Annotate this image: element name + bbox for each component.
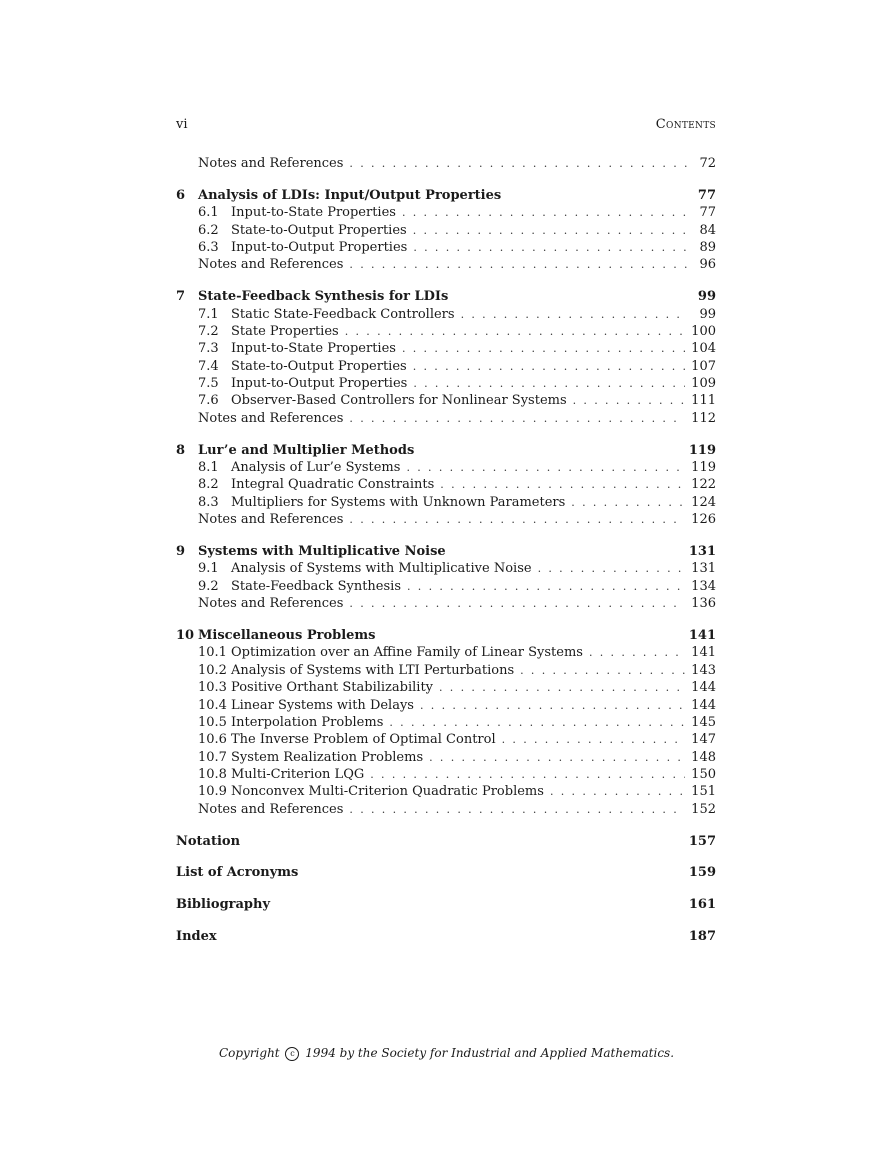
section-page: 77 [699, 205, 716, 221]
section-number: 8.3 [198, 494, 219, 510]
section-number: 10.2 [198, 662, 227, 678]
toc-section-entry[interactable] [176, 358, 716, 375]
section-number: 7.5 [198, 376, 219, 392]
section-title: State-to-Output Properties [231, 222, 407, 238]
section-title: Analysis of Lur’e Systems [231, 460, 401, 476]
section-page: 150 [691, 767, 716, 783]
section-title: Integral Quadratic Constraints [231, 477, 435, 493]
chapter-page: 131 [688, 543, 716, 559]
notes-page: 126 [691, 512, 716, 528]
toc-section-entry[interactable] [176, 766, 716, 783]
section-title: Input-to-Output Properties [231, 376, 408, 392]
chapter-page: 141 [688, 627, 716, 643]
dot-leader [440, 476, 685, 493]
section-title: Input-to-State Properties [231, 341, 396, 357]
section-number: 10.4 [198, 697, 227, 713]
notes-page: 112 [691, 410, 716, 426]
toc-section-entry[interactable] [176, 560, 716, 577]
section-number: 10.9 [198, 784, 227, 800]
copyright-prefix: Copyright [218, 1046, 280, 1060]
chapter-number: 6 [176, 187, 186, 203]
section-page: 131 [691, 561, 716, 577]
toc-notes-entry[interactable] [176, 410, 716, 427]
dot-leader [429, 749, 685, 766]
toc-section-entry[interactable] [176, 323, 716, 340]
dot-leader [402, 340, 685, 357]
section-title: Input-to-Output Properties [231, 239, 408, 255]
section-title: The Inverse Problem of Optimal Control [231, 732, 496, 748]
notes-title: Notes and References [198, 410, 344, 426]
toc-entry-page: 72 [699, 156, 716, 171]
section-title: State Properties [231, 323, 339, 339]
section-number: 6.2 [198, 222, 219, 238]
section-page: 134 [691, 578, 716, 594]
copyright-footer [0, 1044, 893, 1062]
toc-section-entry[interactable] [176, 714, 716, 731]
section-title: Analysis of Systems with Multiplicative Noise [231, 561, 532, 577]
dot-leader [407, 578, 685, 595]
section-title: Optimization over an Affine Family of Linear Systems [231, 645, 583, 661]
chapter-page: 99 [697, 289, 716, 305]
section-title: Analysis of Systems with LTI Perturbations [231, 662, 515, 678]
section-number: 10.6 [198, 732, 227, 748]
section-page: 100 [691, 323, 716, 339]
toc-notes-entry[interactable] [176, 256, 716, 273]
page-number: vi [176, 117, 188, 132]
dot-leader [520, 662, 685, 679]
backmatter-page: 161 [688, 897, 716, 913]
chapter-number: 8 [176, 442, 186, 458]
notes-title: Notes and References [198, 512, 344, 528]
toc-section-entry[interactable] [176, 749, 716, 766]
section-number: 9.2 [198, 578, 219, 594]
dot-leader [349, 595, 685, 612]
toc-chapter-entry[interactable] [176, 288, 716, 305]
section-page: 151 [691, 784, 716, 800]
section-title: Static State-Feedback Controllers [231, 306, 455, 322]
dot-leader [402, 204, 688, 221]
section-title: Input-to-State Properties [231, 205, 396, 221]
section-title: Multipliers for Systems with Unknown Parameters [231, 494, 566, 510]
toc-chapter-entry[interactable] [176, 627, 716, 644]
backmatter-title: Notation [176, 833, 241, 849]
section-number: 9.1 [198, 561, 219, 577]
toc-backmatter-entry[interactable] [176, 928, 716, 945]
dot-leader [413, 375, 685, 392]
section-number: 7.2 [198, 323, 219, 339]
dot-leader [420, 697, 685, 714]
dot-leader [349, 155, 688, 172]
toc-section-entry[interactable] [176, 204, 716, 221]
section-number: 6.3 [198, 239, 219, 255]
copyright-icon: c [285, 1047, 299, 1061]
dot-leader [349, 410, 685, 427]
notes-page: 136 [691, 596, 716, 612]
toc-notes-entry[interactable] [176, 155, 716, 172]
running-title: Contents [655, 117, 716, 132]
dot-leader [389, 714, 685, 731]
toc-section-entry[interactable] [176, 239, 716, 256]
toc-section-entry[interactable] [176, 375, 716, 392]
toc-chapter-entry[interactable] [176, 187, 716, 204]
toc-section-entry[interactable] [176, 459, 716, 476]
chapter-title: Miscellaneous Problems [198, 627, 376, 643]
section-number: 6.1 [198, 205, 219, 221]
dot-leader [571, 494, 685, 511]
toc-backmatter-entry[interactable] [176, 864, 716, 881]
toc-chapter-entry[interactable] [176, 442, 716, 459]
section-number: 7.4 [198, 358, 219, 374]
section-page: 84 [699, 222, 716, 238]
notes-title: Notes and References [198, 596, 344, 612]
section-number: 10.5 [198, 714, 227, 730]
running-header [176, 116, 716, 134]
toc-notes-entry[interactable] [176, 801, 716, 818]
chapter-title: State-Feedback Synthesis for LDIs [198, 289, 449, 305]
section-number: 10.8 [198, 767, 227, 783]
toc-section-entry[interactable] [176, 392, 716, 409]
dot-leader [439, 679, 685, 696]
backmatter-title: Index [176, 928, 217, 944]
chapter-page: 119 [688, 442, 716, 458]
section-title: Observer-Based Controllers for Nonlinear Systems [231, 393, 567, 409]
section-page: 144 [691, 697, 716, 713]
section-number: 10.3 [198, 680, 227, 696]
dot-leader [370, 766, 685, 783]
chapter-title: Lur’e and Multiplier Methods [198, 442, 415, 458]
dot-leader [345, 323, 685, 340]
section-title: State-to-Output Properties [231, 358, 407, 374]
chapter-number: 10 [176, 627, 195, 643]
dot-leader [413, 358, 685, 375]
section-page: 144 [691, 680, 716, 696]
backmatter-page: 187 [688, 928, 716, 944]
section-number: 7.3 [198, 341, 219, 357]
section-page: 147 [691, 732, 716, 748]
section-page: 143 [691, 662, 716, 678]
section-title: State-Feedback Synthesis [231, 578, 401, 594]
section-number: 8.1 [198, 460, 219, 476]
toc-entry-title: Notes and References [198, 156, 344, 171]
section-title: Interpolation Problems [231, 714, 384, 730]
section-page: 89 [699, 239, 716, 255]
toc-section-entry[interactable] [176, 783, 716, 800]
section-title: Multi-Criterion LQG [231, 767, 365, 783]
section-page: 107 [691, 358, 716, 374]
section-page: 124 [691, 494, 716, 510]
toc-backmatter-entry[interactable] [176, 896, 716, 913]
notes-title: Notes and References [198, 801, 344, 817]
chapter-page: 77 [697, 187, 716, 203]
dot-leader [550, 783, 685, 800]
notes-title: Notes and References [198, 257, 344, 273]
dot-leader [413, 239, 688, 256]
dot-leader [349, 256, 688, 273]
dot-leader [573, 392, 686, 409]
section-page: 148 [691, 749, 716, 765]
toc-backmatter-entry[interactable] [176, 833, 716, 850]
backmatter-page: 157 [688, 833, 716, 849]
section-number: 7.6 [198, 393, 219, 409]
section-number: 7.1 [198, 306, 219, 322]
section-title: Nonconvex Multi-Criterion Quadratic Problems [231, 784, 544, 800]
chapter-number: 7 [176, 289, 186, 305]
section-page: 111 [691, 393, 716, 409]
section-number: 10.1 [198, 645, 227, 661]
section-title: Positive Orthant Stabilizability [231, 680, 434, 696]
notes-page: 96 [699, 257, 716, 273]
backmatter-title: Bibliography [176, 897, 271, 913]
chapter-title: Analysis of LDIs: Input/Output Properties [198, 187, 502, 203]
dot-leader [589, 644, 685, 661]
backmatter-page: 159 [688, 865, 716, 881]
toc-section-entry[interactable] [176, 679, 716, 696]
section-page: 119 [691, 460, 716, 476]
toc-section-entry[interactable] [176, 476, 716, 493]
toc-section-entry[interactable] [176, 578, 716, 595]
section-title: System Realization Problems [231, 749, 424, 765]
toc-chapter-entry[interactable] [176, 543, 716, 560]
section-page: 122 [691, 477, 716, 493]
toc-section-entry[interactable] [176, 340, 716, 357]
chapter-number: 9 [176, 543, 186, 559]
table-of-contents [176, 155, 716, 945]
section-page: 109 [691, 376, 716, 392]
section-number: 8.2 [198, 477, 219, 493]
toc-notes-entry[interactable] [176, 511, 716, 528]
dot-leader [413, 222, 688, 239]
dot-leader [349, 801, 685, 818]
section-page: 145 [691, 714, 716, 730]
backmatter-title: List of Acronyms [176, 865, 299, 881]
chapter-title: Systems with Multiplicative Noise [198, 543, 446, 559]
toc-section-entry[interactable] [176, 306, 716, 323]
dot-leader [349, 511, 685, 528]
dot-leader [406, 459, 685, 476]
toc-section-entry[interactable] [176, 697, 716, 714]
section-title: Linear Systems with Delays [231, 697, 414, 713]
toc-section-entry[interactable] [176, 662, 716, 679]
section-page: 104 [691, 341, 716, 357]
section-page: 99 [699, 306, 716, 322]
copyright-text: 1994 by the Society for Industrial and Applied Mathematics. [305, 1046, 675, 1060]
dot-leader [461, 306, 688, 323]
toc-section-entry[interactable] [176, 494, 716, 511]
toc-section-entry[interactable] [176, 644, 716, 661]
toc-section-entry[interactable] [176, 222, 716, 239]
notes-page: 152 [691, 801, 716, 817]
toc-section-entry[interactable] [176, 731, 716, 748]
dot-leader [538, 560, 686, 577]
section-page: 141 [691, 645, 716, 661]
toc-notes-entry[interactable] [176, 595, 716, 612]
dot-leader [502, 731, 686, 748]
section-number: 10.7 [198, 749, 227, 765]
